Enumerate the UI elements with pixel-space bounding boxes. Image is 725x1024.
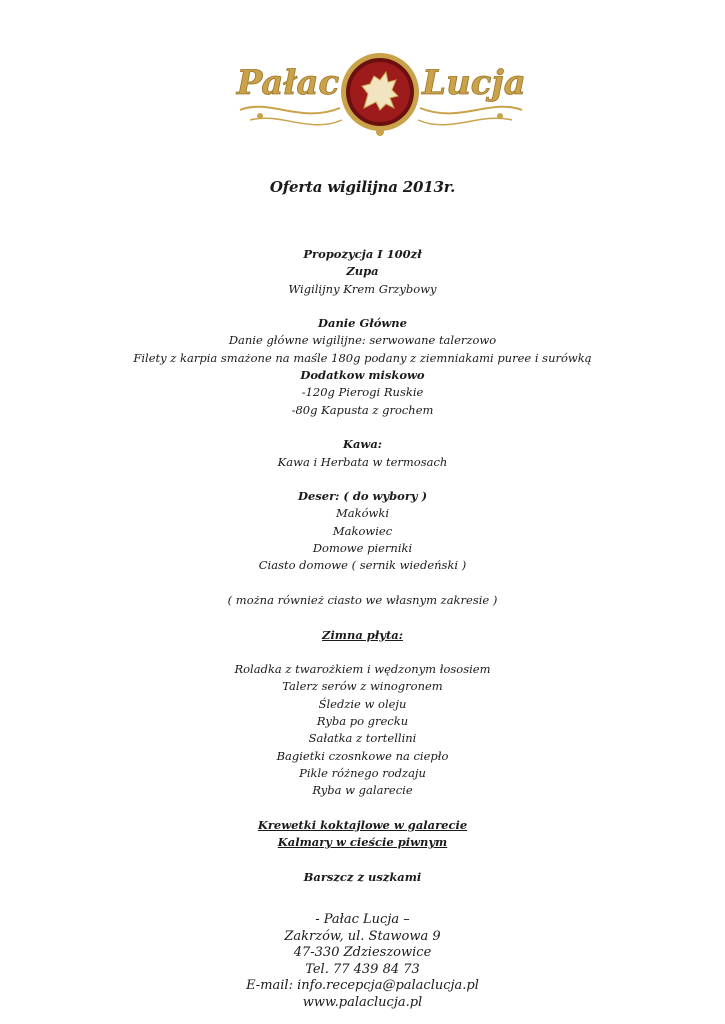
soup-heading: Zupa	[346, 264, 379, 279]
proposal-heading: Propozycja I 100zł	[303, 247, 422, 261]
extra-item: Kalmary w cieście piwnym	[277, 835, 448, 850]
cold-item: Śledzie w oleju	[318, 696, 407, 711]
cold-item: Bagietki czosnkowe na ciepło	[276, 748, 449, 763]
footer-phone: Tel. 77 439 84 73	[305, 961, 420, 977]
coffee-heading: Kawa:	[342, 437, 383, 452]
footer-name: - Pałac Lucja –	[315, 912, 410, 927]
logo-text-left: Pałac	[236, 63, 340, 103]
dessert-item: Makówki	[335, 506, 389, 521]
side-item: -120g Pierogi Ruskie	[301, 385, 424, 400]
mains-heading: Danie Główne	[318, 316, 407, 331]
sides-heading: Dodatkow miskowo	[300, 368, 425, 383]
dessert-item: Ciasto domowe ( sernik wiedeński )	[258, 558, 467, 573]
cold-item: Sałatka z tortellini	[308, 731, 417, 746]
extra-item: Krewetki koktajlowe w galarecie	[257, 817, 468, 832]
coffee-item: Kawa i Herbata w termosach	[277, 454, 448, 469]
crest-icon	[341, 53, 419, 136]
cold-item: Talerz serów z winogronem	[282, 679, 443, 694]
contact-footer	[0, 912, 725, 1011]
soup-item: Wigilijny Krem Grzybowy	[288, 281, 437, 296]
cold-item: Roladka z twarożkiem i wędzonym łososiem	[234, 662, 491, 677]
cold-platter-heading: Zimna płyta:	[322, 627, 403, 642]
footer-web: www.palaclucja.pl	[302, 994, 423, 1010]
dessert-heading: Deser: ( do wybory )	[297, 489, 428, 504]
footer-address: Zakrzów, ul. Stawowa 9	[284, 928, 441, 944]
cold-item: Ryba w galarecie	[312, 783, 413, 798]
palac-lucja-logo	[230, 50, 530, 142]
side-item: -80g Kapusta z grochem	[291, 402, 434, 417]
footer-postal: 47-330 Zdzieszowice	[293, 945, 432, 960]
menu-content	[0, 246, 725, 886]
dessert-item: Domowe pierniki	[312, 541, 413, 556]
footer-email: E-mail: info.recepcja@palaclucja.pl	[246, 978, 479, 993]
mains-item: Filety z karpia smażone na maśle 180g podany z ziemniakami puree i surówką	[133, 350, 592, 365]
dessert-item: Makowiec	[332, 523, 393, 538]
offer-title: Oferta wigilijna 2013r.	[269, 178, 456, 196]
cold-item: Ryba po grecku	[316, 714, 409, 729]
logo-graphic	[230, 50, 530, 142]
cold-item: Pikle różnego rodzaju	[299, 765, 426, 780]
borscht-item: Barszcz z uszkami	[303, 869, 422, 884]
cake-note: ( można również ciasto we własnym zakresie )	[227, 592, 498, 607]
logo-text-right: Lucja	[422, 63, 526, 103]
mains-note: Danie główne wigilijne: serwowane talerzowo	[228, 333, 497, 348]
